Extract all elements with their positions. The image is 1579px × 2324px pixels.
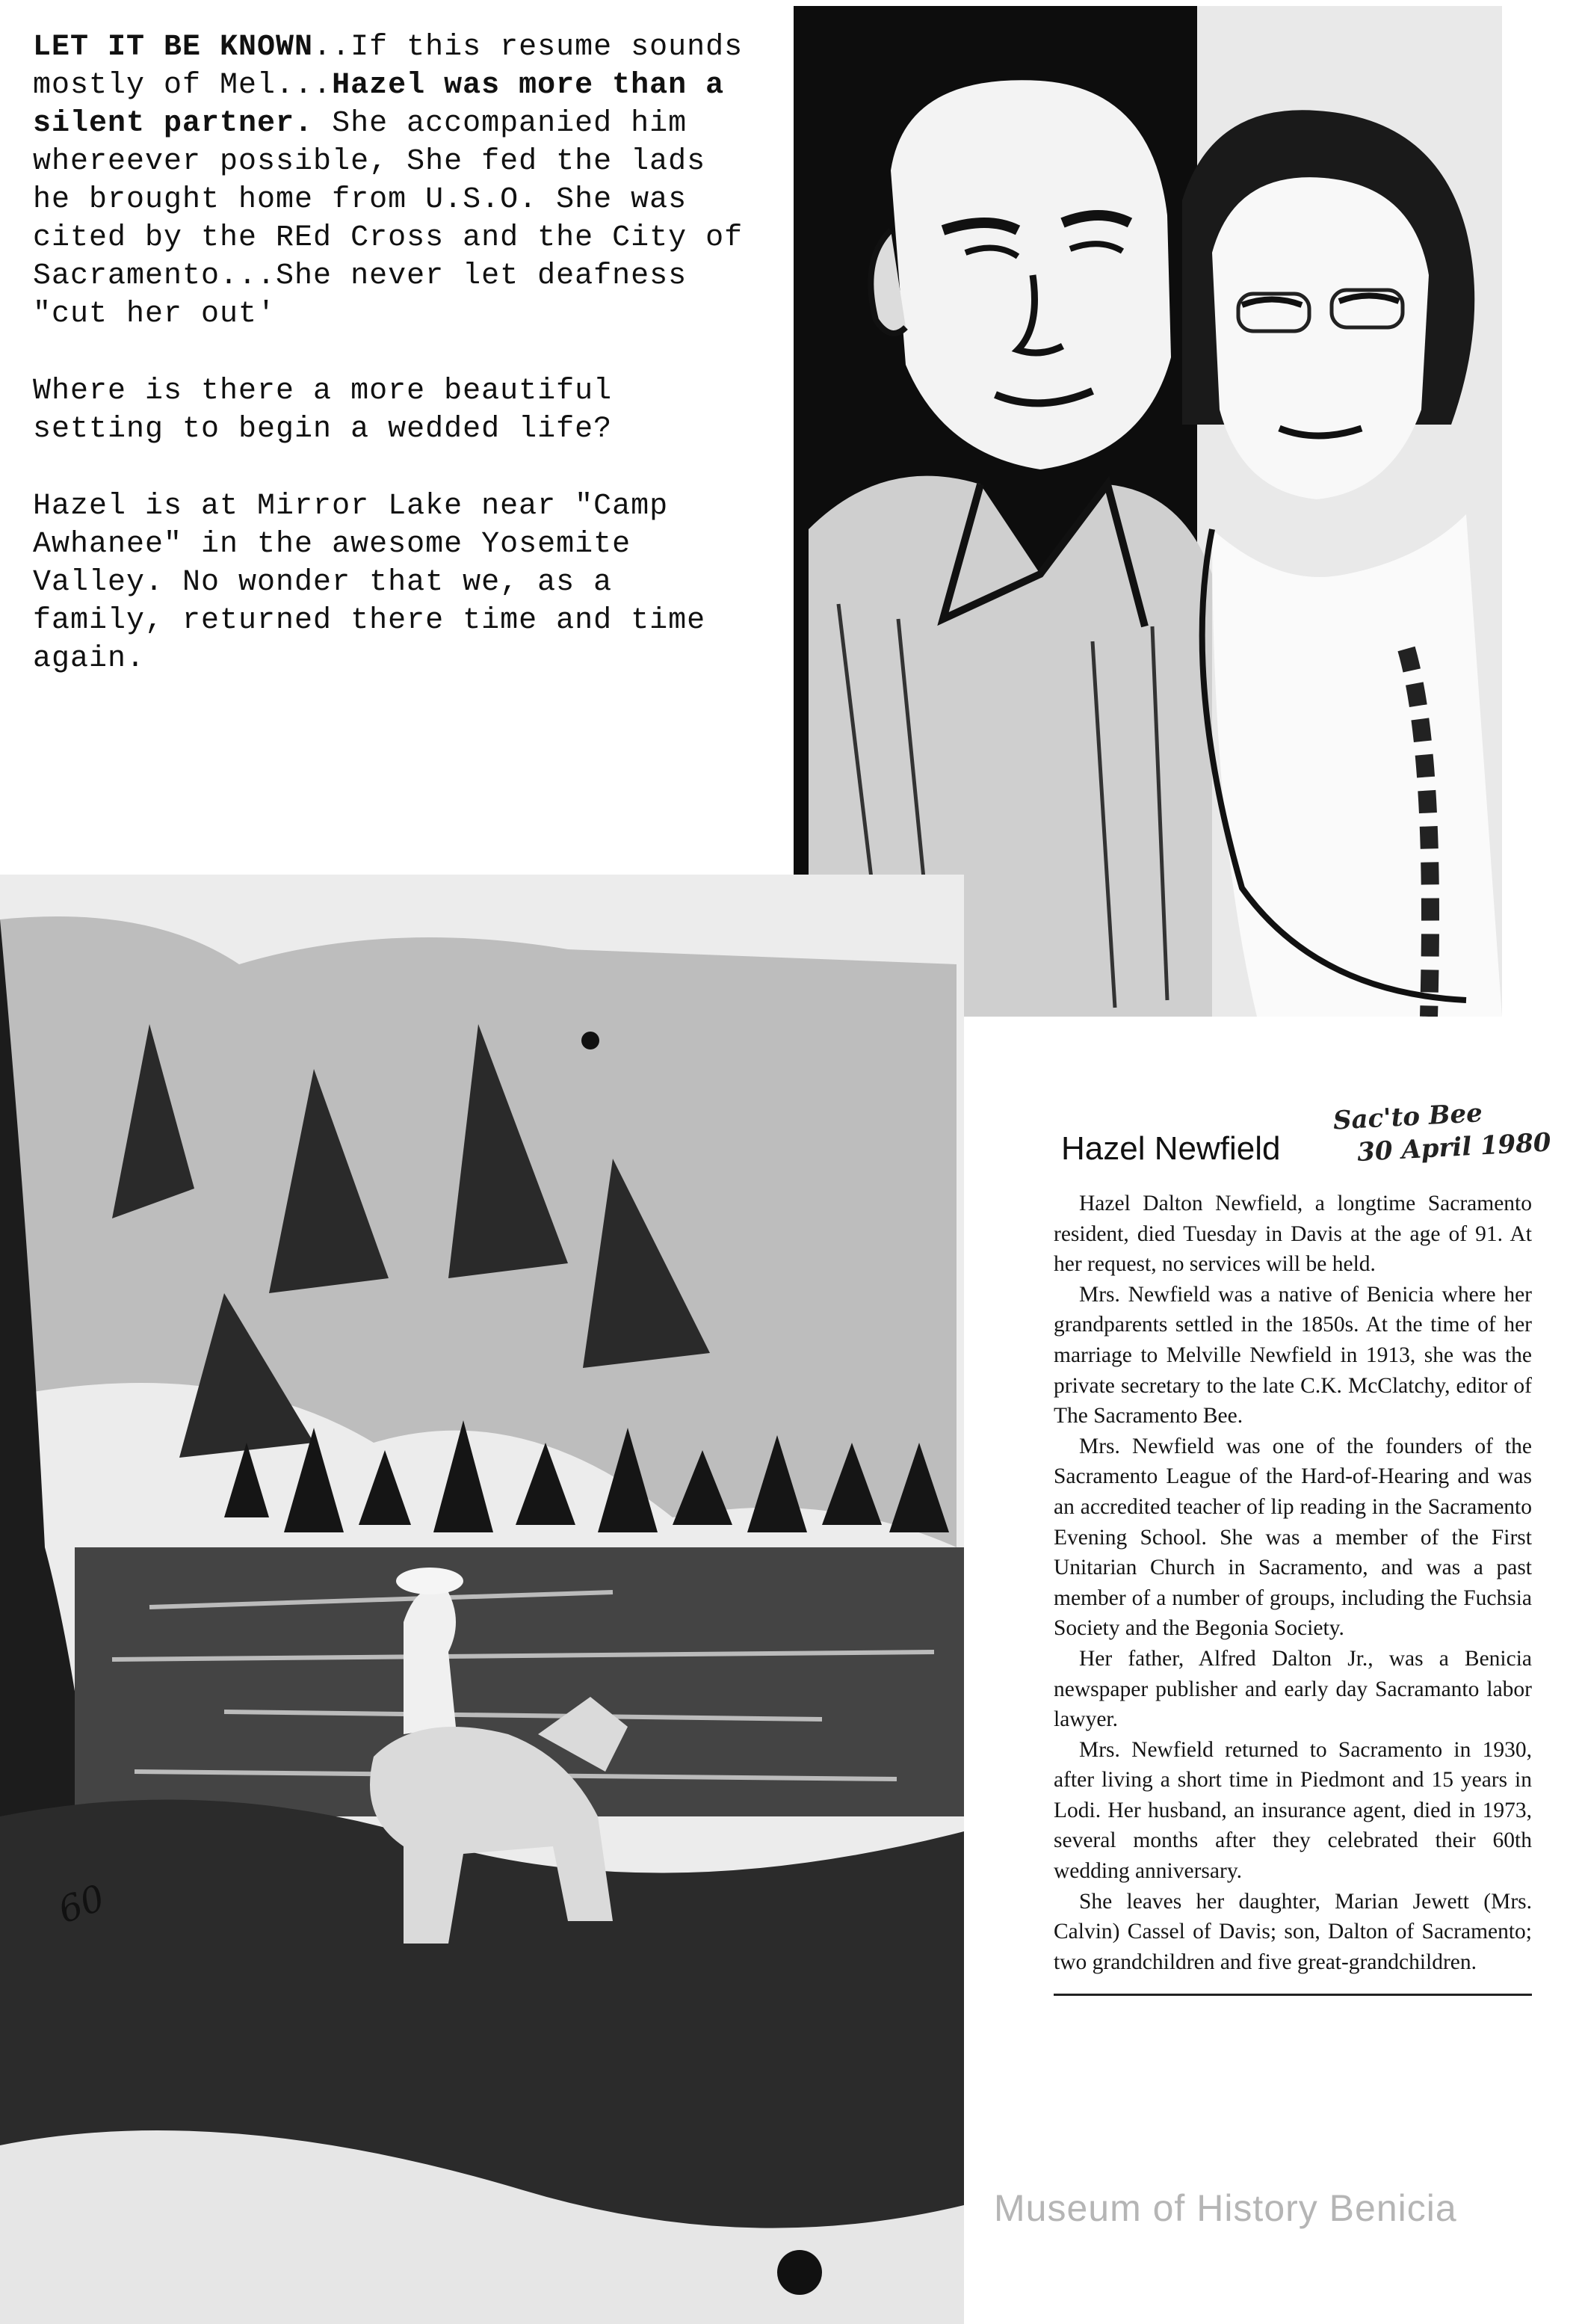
typed-text-b: She accompanied him whereever possible, She fed the lads he brought home from U.S.O. She was cited by the REd Cross and the City of Sacramento...She never let deafness "cut her out' — [33, 107, 744, 331]
handnote-date: 30 April 1980 — [1356, 1127, 1552, 1168]
typed-paragraph-3: Hazel is at Mirror Lake near "Camp Awhanee" in the awesome Yosemite Valley. No wonder that we, as a family, returned there time and time again. — [33, 490, 706, 676]
handwritten-note — [1332, 1093, 1552, 1170]
clipping-paragraph: Her father, Alfred Dalton Jr., was a Benicia newspaper publisher and early day Sacramanto labor lawyer. — [1054, 1646, 1532, 1732]
clipping-body — [1054, 1189, 1532, 1977]
typed-resume-text — [33, 28, 750, 717]
clipping-paragraph: Mrs. Newfield returned to Sacramento in 1930, after living a short time in Piedmont and 15 years in Lodi. Her husband, an insurance agent, died in 1973, several months after they celebrated their 60th wedding anniversary. — [1054, 1737, 1532, 1884]
couple-photo-image — [794, 6, 1502, 1017]
clipping-paragraph: Hazel Dalton Newfield, a longtime Sacramento resident, died Tuesday in Davis at the age of 91. At her request, no services will be held. — [1054, 1192, 1532, 1277]
handnote-source: Sac'to Bee — [1332, 1098, 1483, 1136]
typed-text-a: ..If this resume sounds mostly of Mel... — [33, 31, 744, 102]
lake-photo-image — [0, 875, 964, 2324]
lake-photo — [0, 875, 964, 2324]
typed-paragraph-1 — [33, 28, 750, 333]
clipping-paragraph: Mrs. Newfield was one of the founders of the Sacramento League of the Hard-of-Hearing and was an accredited teacher of lip reading in the Sacramento Evening School. She was a member of the First Unitarian Church in Sacramento, and was a past member of a number of groups, including the Fuchsia Society and the Begonia Society. — [1054, 1434, 1532, 1641]
lake-photo-marking: 60 — [52, 1876, 111, 1932]
couple-photo — [794, 6, 1502, 1017]
clipping-bottom-rule — [1054, 1994, 1532, 1996]
museum-watermark: Museum of History Benicia — [994, 2187, 1457, 2229]
newspaper-clipping — [1054, 1098, 1552, 1996]
typed-paragraph-2: Where is there a more beautiful setting to begin a wedded life? — [33, 375, 613, 446]
typed-bold-lead: LET IT BE KNOWN — [33, 31, 314, 64]
clipping-paragraph: Mrs. Newfield was a native of Benicia where her grandparents settled in the 1850s. At the time of her marriage to Melville Newfield in 1913, she was the private secretary to the late C.K. McClatchy, editor of The Sacramento Bee. — [1054, 1282, 1532, 1428]
clipping-headline: Hazel Newfield — [1061, 1130, 1281, 1167]
typed-bold-mid: Hazel was more than a silent partner. — [33, 69, 725, 141]
clipping-paragraph: She leaves her daughter, Marian Jewett (Mrs. Calvin) Cassel of Davis; son, Dalton of Sacramento; two grandchildren and five great-grandchildren. — [1054, 1889, 1532, 1974]
